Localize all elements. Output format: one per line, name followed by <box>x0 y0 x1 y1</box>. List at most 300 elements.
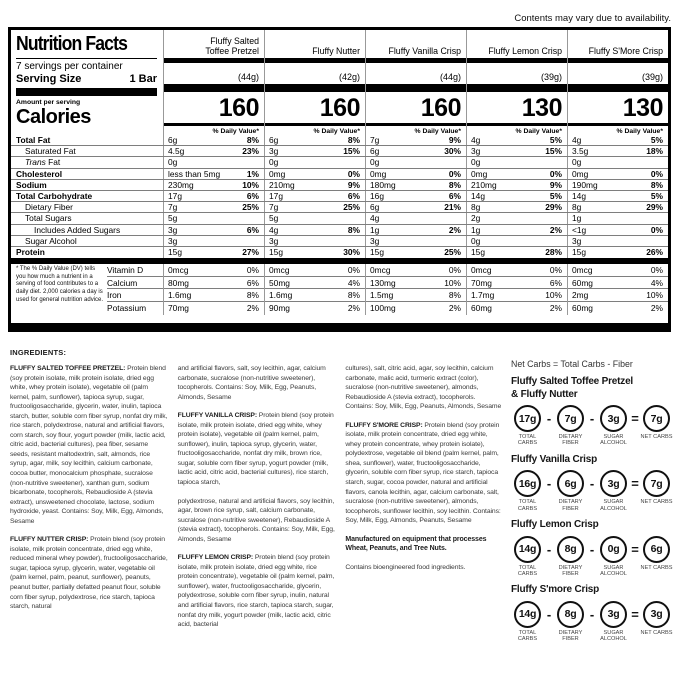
net-carbs-operator: - <box>589 476 595 492</box>
nutrient-dv-percent: 0% <box>549 168 562 179</box>
net-carbs-operator: - <box>589 606 595 622</box>
micronutrient-amount: 60mg <box>572 277 593 288</box>
flavor-name-line: Fluffy S'More Crisp <box>588 45 663 56</box>
nutrient-amount: 15g <box>572 247 586 258</box>
ingredient-paragraph: cultures), salt, citric acid, agar, soy lecithin, calcium carbonate, malic acid, turmeric extract (color), sucralose (non-nutritive sweetener), almonds, Rebaudioside A (stevia extract), tocopherols. Contains: Soy, Milk, Egg, Peanuts, Almonds, Sesame <box>345 365 502 411</box>
nutrient-value-cell <box>567 191 668 201</box>
nutrient-amount: 0g <box>572 157 582 168</box>
micronutrient-dv-percent: 0% <box>246 264 259 275</box>
daily-value-header: % Daily Value* <box>515 128 562 135</box>
nutrient-amount: 17g <box>168 191 182 202</box>
net-carbs-term-label: DIETARY FIBER <box>558 564 583 578</box>
nutrient-value-cell <box>365 180 466 190</box>
micronutrient-dv-percent: 8% <box>448 290 461 301</box>
micronutrient-column <box>365 264 466 315</box>
net-carbs-term-label: NET CARBS <box>640 499 673 506</box>
nutrient-dv-percent: 29% <box>646 202 663 213</box>
net-carbs-flavor-title <box>511 376 675 401</box>
nutrient-value-cell <box>264 157 365 167</box>
nutrient-dv-percent: 5% <box>549 135 562 146</box>
flavor-name-line: Toffee Pretzel <box>205 45 259 56</box>
micronutrient-amount: 0mcg <box>572 264 593 275</box>
nutrient-value-cell <box>163 146 264 156</box>
nutrient-label: Total Carbohydrate <box>16 191 93 202</box>
net-carbs-term-label: DIETARY FIBER <box>558 499 583 512</box>
nutrient-label: Saturated Fat <box>25 146 76 157</box>
nutrient-amount: 3g <box>370 235 380 246</box>
micronutrient-label: Potassium <box>107 303 147 314</box>
micronutrient-value-cell <box>467 277 567 290</box>
nutrient-value-cell <box>264 146 365 156</box>
nutrient-dv-percent: 0% <box>347 168 360 179</box>
nutrient-value-cell <box>365 213 466 223</box>
nutrient-label: Cholesterol <box>16 168 63 179</box>
micronutrient-value-cell <box>366 264 466 277</box>
nutrient-dv-percent: 15% <box>343 146 360 157</box>
net-carbs-value-circle: 3g <box>600 405 627 432</box>
nutrient-value-cell <box>365 169 466 179</box>
nutrient-amount: 14g <box>572 191 586 202</box>
ingredient-paragraph: FLUFFY SALTED TOFFEE PRETZEL: Protein blend (soy protein isolate, milk protein isolate, dried egg white, whey protein isolate), vegetable oil (palm kernel, palm, sunflower), tapioca syrup, sugar, fructooligosaccharide, glycerin, water, inulin, tapioca starch, butter, soluble corn fiber syrup, nonfat dry milk, rice starch, polydextrose, natural and artificial flavors, corn starch, soy flour, yogurt powder (milk, lactic acid, citric acid, bacterial cultures), pea fiber, sesame seeds, resistant maltodextrin, salt, almonds, rice syrup, agar, milk, soy lecithin, calcium carbonate, cocoa butter, monocalcium phosphate, sucralose (non-nutritive sweetener), xanthan gum, sodium bicarbonate, tocopherols, Rebaudioside A (stevia extract), unsweetened chocolate, lactose, sodium hydroxide, yeast. Contains: Soy, Milk, Egg, Almonds, Sesame <box>10 365 168 525</box>
nutrient-amount: 0g <box>168 157 178 168</box>
net-carbs-term <box>511 405 544 447</box>
nutrient-dv-percent: 6% <box>347 191 360 202</box>
nutrient-value-cell <box>365 236 466 246</box>
nutrient-value-cell <box>264 236 365 246</box>
micronutrient-value-cell <box>265 264 365 277</box>
nutrient-amount: 0g <box>370 157 380 168</box>
nutrient-amount: 210mg <box>471 179 497 190</box>
net-carbs-operator: - <box>546 411 552 426</box>
net-carbs-term-label: DIETARY FIBER <box>558 629 583 643</box>
nutrient-value-cell <box>567 213 668 223</box>
nutrient-dv-percent: 1% <box>246 168 259 179</box>
nutrient-dv-percent: 2% <box>448 224 461 235</box>
net-carbs-value-circle: 17g <box>514 405 541 432</box>
nutrient-value-cell <box>264 180 365 190</box>
nutrient-label: Protein <box>16 247 45 258</box>
nutrient-amount: 7g <box>269 202 279 213</box>
nutrient-value-cell <box>466 236 567 246</box>
nutrient-value-cell <box>567 247 668 258</box>
micronutrient-column <box>466 264 567 315</box>
flavor-name <box>265 30 365 58</box>
micronutrient-dv-percent: 6% <box>246 277 259 288</box>
nutrient-value-cell <box>365 247 466 258</box>
calories-value: 160 <box>218 94 259 123</box>
micronutrient-amount: 60mg <box>572 303 593 314</box>
micronutrient-column <box>264 264 365 315</box>
serving-weight: (44g) <box>439 72 461 83</box>
nutrient-dv-percent: 9% <box>448 135 461 146</box>
net-carbs-title-line: Fluffy Lemon Crisp <box>511 519 599 531</box>
ingredients-columns <box>10 364 504 639</box>
nutrient-row <box>11 169 668 180</box>
nutrient-value-cell <box>163 225 264 235</box>
nutrient-dv-percent: 30% <box>444 146 461 157</box>
ingredient-paragraph: FLUFFY NUTTER CRISP: Protein blend (soy protein isolate, milk protein concentrate, dried egg white, reduced mineral whey powder), fructooligosaccharide, sugar, tapioca syrup, glycerin, water, vegetable oil (palm kernel, palm, peanut, sunflower), peanuts, peanut butter, partially defatted peanut flour, soluble corn fiber syrup, polydextrose, rice starch, tapioca starch, natural <box>10 536 168 611</box>
nutrient-label: Dietary Fiber <box>25 202 73 213</box>
net-carbs-operator: - <box>589 541 595 557</box>
net-carbs-term-label: SUGAR ALCOHOL <box>600 564 627 578</box>
nutrient-value-cell <box>163 135 264 145</box>
nutrient-value-cell <box>163 180 264 190</box>
availability-notice: Contents may vary due to availability. <box>514 13 671 24</box>
nutrient-amount: 3g <box>168 224 178 235</box>
nutrient-dv-percent: 0% <box>650 168 663 179</box>
net-carbs-term-label: SUGAR ALCOHOL <box>600 434 627 447</box>
net-carbs-operator: = <box>631 411 639 426</box>
nutrient-dv-percent: 6% <box>448 191 461 202</box>
nutrient-value-cell <box>466 202 567 212</box>
nutrient-value-cell <box>163 247 264 258</box>
ingredient-paragraph: polydextrose, natural and artificial flavors, soy lecithin, agar, brown rice syrup, salt, calcium carbonate, sucralose (non-nutritive sweetener), Rebaudioside A (stevia extract), tocopherols. Contains: Soy, Milk, Egg, Almonds, Sesame <box>177 497 335 543</box>
nutrient-amount: <1g <box>572 224 587 235</box>
micronutrient-labels <box>107 264 163 315</box>
nutrient-label: Includes Added Sugars <box>34 224 121 235</box>
nutrient-value-cell <box>264 191 365 201</box>
nutrient-dv-percent: 0% <box>650 224 663 235</box>
nutrient-value-cell <box>365 225 466 235</box>
nutrient-row <box>11 236 668 247</box>
net-carbs-equation <box>511 601 675 643</box>
micronutrient-columns <box>163 264 668 315</box>
nutrient-amount: 1g <box>471 224 481 235</box>
thick-separator-bar <box>366 84 466 92</box>
micronutrient-value-cell <box>467 264 567 277</box>
ingredients-heading: INGREDIENTS: <box>10 348 67 357</box>
nutrient-dv-percent: 26% <box>646 247 663 258</box>
flavor-name <box>366 30 466 58</box>
micronutrient-amount: 60mg <box>471 303 492 314</box>
serving-weight: (39g) <box>641 72 663 83</box>
micronutrient-dv-percent: 8% <box>347 290 360 301</box>
panel-header-left <box>11 30 163 135</box>
nutrient-value-cell <box>365 146 466 156</box>
nutrition-facts-panel <box>8 27 671 332</box>
micronutrient-value-cell <box>164 264 264 277</box>
nutrient-amount: 3g <box>269 235 279 246</box>
nutrient-amount: 15g <box>168 247 182 258</box>
serving-size-row <box>16 73 157 86</box>
micronutrient-amount: 0mcg <box>168 264 189 275</box>
nutrient-dv-percent: 10% <box>242 179 259 190</box>
nutrient-row <box>11 191 668 202</box>
amount-per-serving-label: Amount per serving <box>16 99 81 106</box>
nutrient-value-cell <box>567 169 668 179</box>
ingredient-paragraph: FLUFFY LEMON CRISP: Protein blend (soy protein isolate, milk protein isolate, dried egg white, rice protein concentrate), vegetable oil (palm kernel, palm, sunflower), water, fructooligosaccharide, glycerin, polydextrose, soluble corn fiber syrup, inulin, natural and artificial flavors, rice starch, tapioca starch, sugar, nonfat dry milk, yogurt powder (milk, lactic acid, citric acid, bacterial <box>177 554 335 629</box>
micronutrient-left <box>11 264 163 315</box>
micronutrient-value-cell <box>568 277 668 290</box>
nutrient-value-cell <box>567 135 668 145</box>
nutrient-amount: 7g <box>168 202 178 213</box>
nutrient-value-cell <box>264 213 365 223</box>
calories-value: 160 <box>420 94 461 123</box>
net-carbs-term-label: SUGAR ALCOHOL <box>600 629 627 643</box>
micronutrient-value-cell <box>164 302 264 315</box>
nutrient-amount: 3g <box>471 146 481 157</box>
net-carbs-group <box>511 519 675 577</box>
nutrient-amount: 0g <box>471 157 481 168</box>
net-carbs-operator: = <box>631 606 639 622</box>
net-carbs-section <box>511 359 675 643</box>
nutrient-dv-percent: 25% <box>444 247 461 258</box>
nutrient-amount: 5g <box>168 213 178 224</box>
nutrient-amount: 6g <box>269 135 279 146</box>
nutrient-label: Total Sugars <box>25 213 72 224</box>
net-carbs-term-label: NET CARBS <box>640 434 673 440</box>
micronutrient-value-cell <box>265 302 365 315</box>
flavor-name <box>164 30 264 58</box>
net-carbs-term <box>597 601 630 643</box>
net-carbs-value-circle: 6g <box>643 536 670 563</box>
net-carbs-term <box>597 405 630 447</box>
thick-separator-bar <box>265 84 365 92</box>
nutrient-amount: 3g <box>572 235 582 246</box>
nutrient-value-cell <box>466 213 567 223</box>
nutrient-amount: 15g <box>370 247 384 258</box>
flavor-name <box>568 30 668 58</box>
nutrient-amount: 8g <box>471 202 481 213</box>
nutrient-dv-percent: 27% <box>242 247 259 258</box>
thick-separator-bar <box>16 88 157 96</box>
net-carbs-operator: = <box>631 476 639 492</box>
nutrient-amount: 4g <box>370 213 380 224</box>
nutrient-dv-percent: 6% <box>246 224 259 235</box>
nutrient-value-cell <box>567 146 668 156</box>
net-carbs-operator: - <box>546 476 552 492</box>
ingredients-column <box>178 364 337 639</box>
net-carbs-term <box>511 536 544 578</box>
nutrient-value-cell <box>466 169 567 179</box>
net-carbs-value-circle: 7g <box>643 470 670 497</box>
nutrient-dv-percent: 15% <box>545 146 562 157</box>
micronutrient-value-cell <box>366 302 466 315</box>
nutrient-dv-percent: 5% <box>650 135 663 146</box>
nutrient-rows <box>11 135 668 258</box>
net-carbs-groups <box>511 376 675 643</box>
nutrient-dv-percent: 8% <box>246 135 259 146</box>
net-carbs-value-circle: 6g <box>557 470 584 497</box>
net-carbs-term-label: TOTAL CARBS <box>517 564 538 578</box>
nutrient-value-cell <box>466 157 567 167</box>
nutrient-amount: 6g <box>168 135 178 146</box>
nutrient-amount: 17g <box>269 191 283 202</box>
nutrient-amount: 4g <box>471 135 481 146</box>
micronutrient-amount: 0mcg <box>370 264 391 275</box>
nutrient-row <box>11 157 668 168</box>
nutrient-label: Trans Fat <box>25 157 61 168</box>
micronutrient-value-cell <box>467 289 567 302</box>
ingredients-section <box>10 348 504 639</box>
micronutrient-dv-percent: 0% <box>549 264 562 275</box>
nutrient-dv-percent: 8% <box>347 224 360 235</box>
net-carbs-equation <box>511 470 675 512</box>
nutrient-amount: 5g <box>269 213 279 224</box>
micronutrient-amount: 130mg <box>370 277 396 288</box>
nutrient-amount: 14g <box>471 191 485 202</box>
ingredient-paragraph: FLUFFY S'MORE CRISP: Protein blend (soy protein isolate, milk protein concentrate, dried egg white, whey protein concentrate, whey protein isolate), polydextrose, vegetable oil blend (palm kernel, palm, shea, sunflower), water, fructooligosaccharide, glycerin, soluble corn fiber syrup, rice starch, tapioca starch, sugar, cocoa powder, natural and artificial flavors, canola lecithin, agar, calcium carbonate, salt, sucralose (non-nutritive sweetener), almonds, tocopherols, sunflower lecithin, soy lecithin. Contains: Soy, Milk, Egg, Almonds, Peanuts, Sesame <box>345 421 501 525</box>
net-carbs-term <box>597 470 630 512</box>
nutrient-value-cell <box>163 157 264 167</box>
net-carbs-formula: Net Carbs = Total Carbs - Fiber <box>511 359 633 369</box>
nutrient-label: Total Fat <box>16 135 51 146</box>
nutrient-row <box>11 180 668 191</box>
micronutrient-label: Calcium <box>107 277 163 290</box>
micronutrient-amount: 70mg <box>168 303 189 314</box>
nutrient-dv-percent: 5% <box>650 191 663 202</box>
ingredient-flavor-lead: FLUFFY VANILLA CRISP: <box>177 412 259 420</box>
micronutrient-dv-percent: 2% <box>549 303 562 314</box>
micronutrient-dv-percent: 2% <box>347 303 360 314</box>
serving-weight: (44g) <box>237 72 259 83</box>
net-carbs-term-label: TOTAL CARBS <box>517 629 538 643</box>
net-carbs-term <box>554 470 587 512</box>
net-carbs-title-line: Fluffy Salted Toffee Pretzel <box>511 376 634 387</box>
nutrient-dv-percent: 8% <box>347 135 360 146</box>
net-carbs-term <box>640 405 673 440</box>
nutrient-amount: 1g <box>572 213 582 224</box>
nutrient-value-cell <box>567 225 668 235</box>
net-carbs-operator: = <box>631 541 639 557</box>
nutrient-dv-percent: 2% <box>549 224 562 235</box>
thick-separator-bar <box>164 84 264 92</box>
thick-separator-bar <box>467 84 567 92</box>
nutrient-amount: 0mg <box>572 168 589 179</box>
ingredients-column <box>10 364 169 639</box>
flavor-column-header <box>264 30 365 135</box>
ingredients-column <box>345 364 504 639</box>
daily-value-header: % Daily Value* <box>616 128 663 135</box>
micronutrient-column <box>163 264 264 315</box>
ingredient-flavor-lead: FLUFFY NUTTER CRISP: <box>10 536 91 544</box>
nutrient-row <box>11 135 668 146</box>
net-carbs-operator: - <box>546 606 552 622</box>
ingredient-paragraph: Manufactured on equipment that processes Wheat, Peanuts, and Tree Nuts. <box>345 535 487 553</box>
nutrient-row <box>11 146 668 157</box>
nutrient-dv-percent: 8% <box>448 179 461 190</box>
flavor-name-line: Fluffy Salted <box>210 35 259 46</box>
nutrient-amount: 7g <box>370 135 380 146</box>
net-carbs-equation <box>511 536 675 578</box>
nutrient-value-cell <box>163 236 264 246</box>
nutrient-amount: 0mg <box>471 168 488 179</box>
daily-value-header: % Daily Value* <box>313 128 360 135</box>
nutrient-label: Sodium <box>16 179 47 190</box>
nutrient-amount: 180mg <box>370 179 396 190</box>
panel-header-row <box>11 30 668 135</box>
net-carbs-group <box>511 584 675 642</box>
net-carbs-term <box>554 536 587 578</box>
nutrient-amount: 15g <box>471 247 485 258</box>
micronutrient-label: Vitamin D <box>107 264 163 277</box>
nutrient-amount: 3.5g <box>572 146 589 157</box>
micronutrient-dv-percent: 0% <box>448 264 461 275</box>
daily-value-header: % Daily Value* <box>414 128 461 135</box>
serving-weight: (39g) <box>540 72 562 83</box>
net-carbs-value-circle: 8g <box>557 601 584 628</box>
nutrient-value-cell <box>163 202 264 212</box>
ingredient-flavor-lead: FLUFFY LEMON CRISP: <box>177 554 255 562</box>
flavor-name-line: Fluffy Vanilla Crisp <box>388 45 461 56</box>
nutrient-value-cell <box>466 180 567 190</box>
net-carbs-term <box>554 601 587 643</box>
nutrient-value-cell <box>567 202 668 212</box>
net-carbs-term <box>597 536 630 578</box>
nutrient-dv-percent: 28% <box>545 247 562 258</box>
nutrient-amount: 3g <box>168 235 178 246</box>
flavor-name-line: Fluffy Lemon Crisp <box>488 45 562 56</box>
micronutrient-value-cell <box>467 302 567 315</box>
micronutrient-value-cell <box>568 264 668 277</box>
nutrition-facts-title: Nutrition Facts <box>16 33 127 55</box>
nutrient-amount: 6g <box>370 146 380 157</box>
micronutrient-amount: 0mcg <box>471 264 492 275</box>
micronutrient-value-cell <box>265 289 365 302</box>
micronutrient-value-cell <box>366 277 466 290</box>
net-carbs-value-circle: 3g <box>600 601 627 628</box>
micronutrient-column <box>567 264 668 315</box>
nutrient-amount: 4g <box>572 135 582 146</box>
micronutrient-dv-percent: 2% <box>448 303 461 314</box>
micronutrient-dv-percent: 6% <box>549 277 562 288</box>
daily-value-header: % Daily Value* <box>212 128 259 135</box>
micronutrient-amount: 1.6mg <box>168 290 192 301</box>
ingredient-paragraph: FLUFFY VANILLA CRISP: Protein blend (soy protein isolate, milk protein isolate, dried egg white, whey protein isolate), vegetable oil (palm kernel, palm, sunflower), inulin, tapioca syrup, glycerin, water, fructooligosaccharide, nonfat dry milk, brown rice, sugar, soluble corn fiber syrup, yogurt powder (milk, lactic acid, citric acid, bacterial cultures), rice starch, tapioca starch, <box>177 412 334 487</box>
nutrient-value-cell <box>567 236 668 246</box>
nutrient-amount: 8g <box>572 202 582 213</box>
net-carbs-term-label: NET CARBS <box>640 629 673 636</box>
daily-value-footnote: * The % Daily Value (DV) tells you how much a nutrient in a serving of food contributes to a daily diet. 2,000 calories a day is used for general nutrition advice. <box>16 266 104 303</box>
net-carbs-group <box>511 376 675 447</box>
net-carbs-title-line: Fluffy S'more Crisp <box>511 584 600 596</box>
nutrient-amount: 0g <box>269 157 279 168</box>
net-carbs-value-circle: 3g <box>600 470 627 497</box>
net-carbs-flavor-title <box>511 454 675 467</box>
nutrient-label: Sugar Alcohol <box>25 235 77 246</box>
micronutrient-value-cell <box>265 277 365 290</box>
micronutrient-dv-percent: 0% <box>347 264 360 275</box>
servings-per-container: 7 servings per container <box>16 61 123 72</box>
nutrient-row <box>11 202 668 213</box>
micronutrient-amount: 1.6mg <box>269 290 293 301</box>
net-carbs-value-circle: 7g <box>557 405 584 432</box>
net-carbs-term <box>511 470 544 512</box>
micronutrient-amount: 0mcg <box>269 264 290 275</box>
nutrient-value-cell <box>365 157 466 167</box>
micronutrient-amount: 1.5mg <box>370 290 394 301</box>
net-carbs-title-line: & Fluffy Nutter <box>511 388 578 400</box>
flavor-column-header <box>567 30 668 135</box>
net-carbs-value-circle: 3g <box>643 601 670 628</box>
nutrient-amount: 4g <box>269 224 279 235</box>
nutrient-dv-percent: 5% <box>549 191 562 202</box>
nutrient-value-cell <box>365 202 466 212</box>
micronutrient-label: Iron <box>107 289 163 302</box>
micronutrient-amount: 2mg <box>572 290 589 301</box>
nutrient-value-cell <box>365 135 466 145</box>
nutrient-value-cell <box>567 180 668 190</box>
nutrient-amount: 230mg <box>168 179 194 190</box>
nutrient-value-cell <box>567 157 668 167</box>
nutrient-dv-percent: 9% <box>549 179 562 190</box>
net-carbs-value-circle: 16g <box>514 470 541 497</box>
micronutrient-dv-percent: 4% <box>347 277 360 288</box>
nutrient-amount: less than 5mg <box>168 168 221 179</box>
nutrient-value-cell <box>264 247 365 258</box>
nutrient-value-cell <box>365 191 466 201</box>
micronutrient-dv-percent: 10% <box>545 290 562 301</box>
